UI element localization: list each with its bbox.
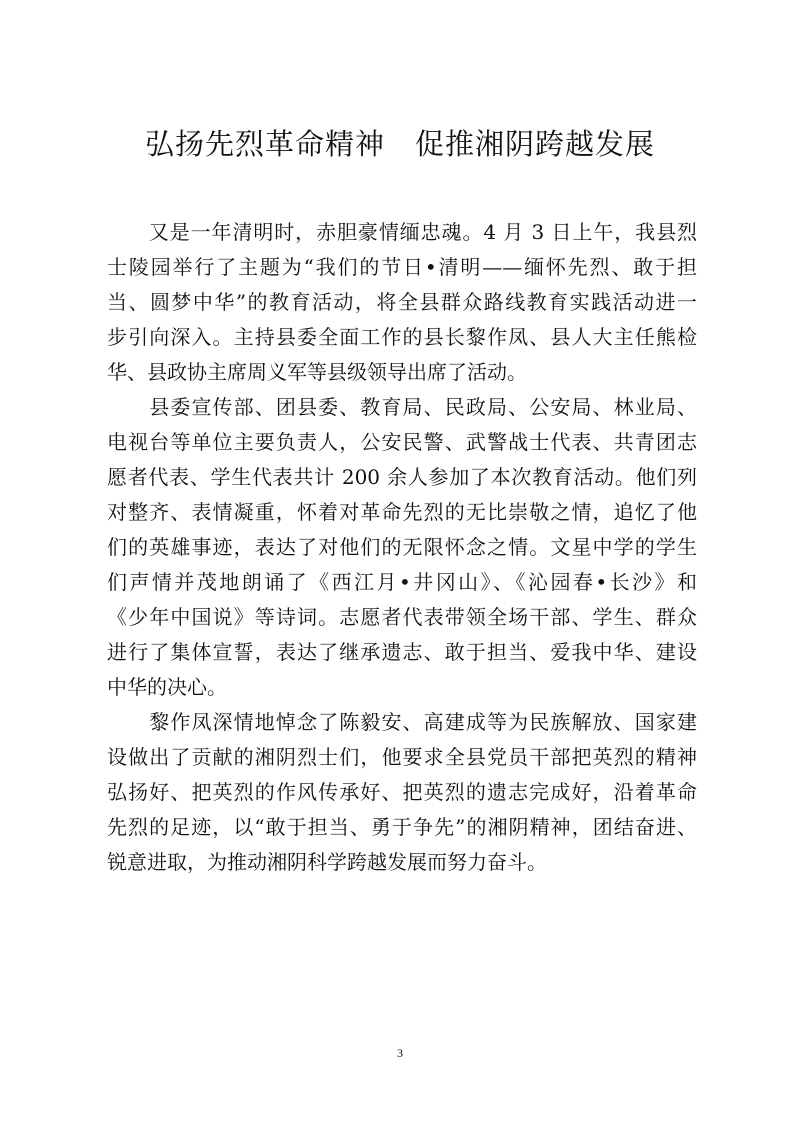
page-number: 3 (397, 1046, 403, 1060)
document-body (107, 215, 697, 880)
text-line: 步引向深入。主持县委全面工作的县长黎作凤、县人大主任熊检 (107, 325, 697, 349)
text-line: 县委宣传部、团县委、教育局、民政局、公安局、林业局、 (107, 395, 697, 419)
paragraph (107, 215, 697, 390)
text-line: 华、县政协主席周义军等县级领导出席了活动。 (107, 360, 527, 384)
text-line: 中华的决心。 (107, 675, 227, 699)
text-line: 进行了集体宣誓，表达了继承遗志、敢于担当、爱我中华、建设 (107, 640, 697, 664)
document-title: 弘扬先烈革命精神 促推湘阴跨越发展 (144, 127, 655, 161)
text-line: 先烈的足迹，以“敢于担当、勇于争先”的湘阴精神，团结奋进、 (107, 815, 697, 839)
text-line: 士陵园举行了主题为“我们的节日•清明——缅怀先烈、敢于担 (107, 255, 697, 279)
text-line: 们声情并茂地朗诵了《西江月•井冈山》、《沁园春•长沙》和 (107, 570, 697, 594)
text-line: 弘扬好、把英烈的作风传承好、把英烈的遗志完成好，沿着革命 (107, 780, 697, 804)
text-line: 《少年中国说》等诗词。志愿者代表带领全场干部、学生、群众 (107, 605, 697, 629)
text-line: 当、圆梦中华”的教育活动，将全县群众路线教育实践活动进一 (107, 290, 697, 314)
text-line: 电视台等单位主要负责人，公安民警、武警战士代表、共青团志 (107, 430, 697, 454)
paragraph (107, 705, 697, 880)
text-line: 黎作凤深情地悼念了陈毅安、高建成等为民族解放、国家建 (107, 710, 697, 734)
text-line: 又是一年清明时，赤胆豪情缅忠魂。4 月 3 日上午，我县烈 (107, 220, 697, 244)
paragraph (107, 390, 697, 705)
text-line: 锐意进取，为推动湘阴科学跨越发展而努力奋斗。 (107, 850, 547, 874)
text-line: 们的英雄事迹，表达了对他们的无限怀念之情。文星中学的学生 (107, 535, 697, 559)
text-line: 设做出了贡献的湘阴烈士们，他要求全县党员干部把英烈的精神 (107, 745, 697, 769)
text-line: 愿者代表、学生代表共计 200 余人参加了本次教育活动。他们列 (107, 465, 697, 489)
text-line: 对整齐、表情凝重，怀着对革命先烈的无比崇敬之情，追忆了他 (107, 500, 697, 524)
